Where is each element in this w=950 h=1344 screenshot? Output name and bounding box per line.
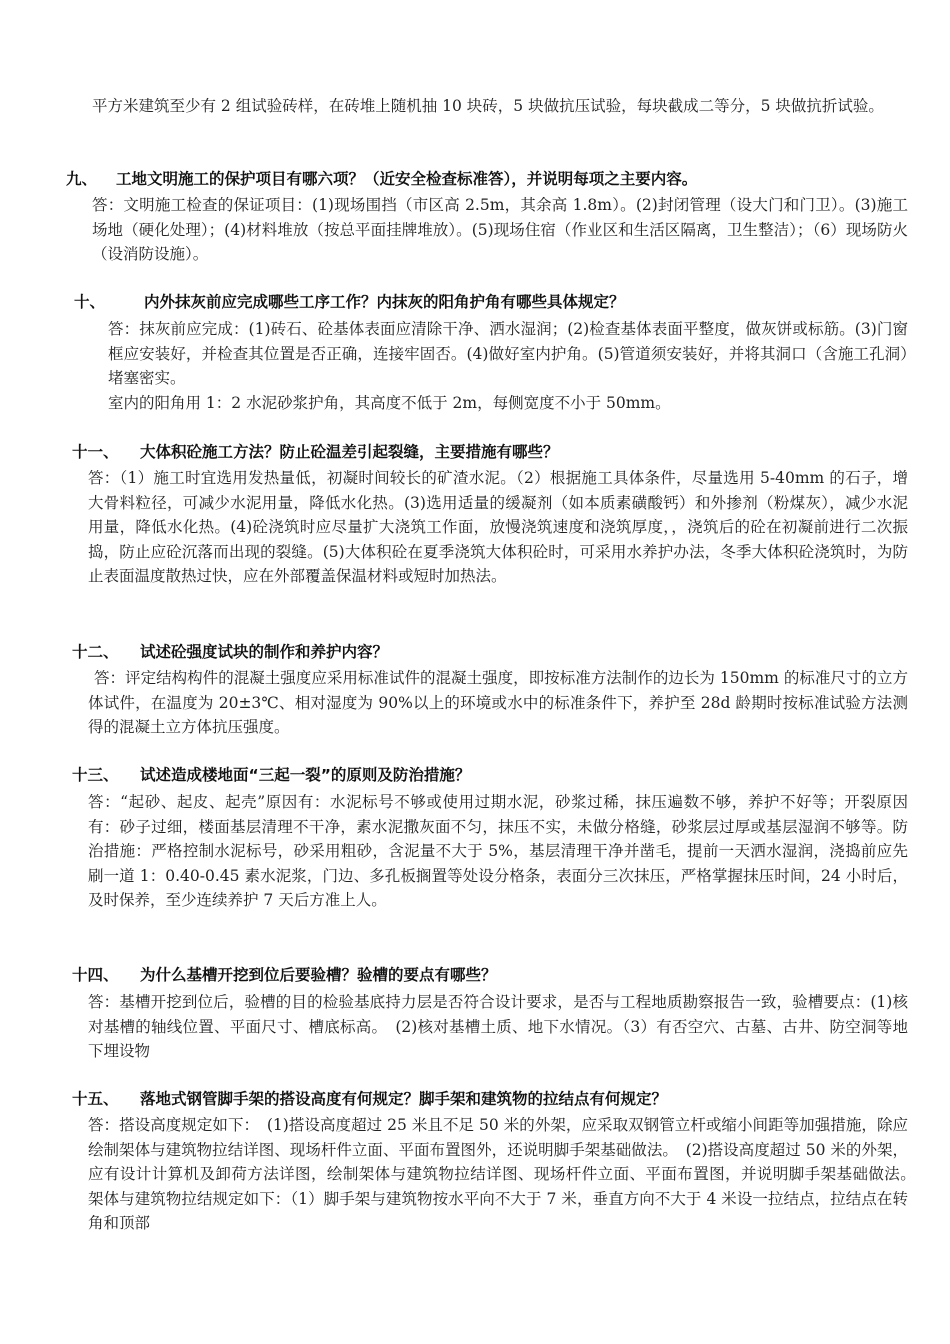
question-14-title: 为什么基槽开挖到位后要验槽？验槽的要点有哪些？ xyxy=(140,966,497,984)
answer-13: 答：“起砂、起皮、起壳”原因有：水泥标号不够或使用过期水泥，砂浆过稀，抹压遍数不够，养护不好等；开裂原因有：砂子过细，楼面基层清理不干净，素水泥撒灰面不匀，抹压不实，未做分格缝，砂浆层过厚或基层湿润不够等。防治措施：严格控制水泥标号，砂采用粗砂，含泥量不大于 5%，基层清理干净并凿毛，提前一天洒水湿润，浇捣前应先刷一道 1：0.40-0.45 素水泥浆，门边、多孔板搁置等处设分格条，表面分三次抹压，严格掌握抹压时间，24 小时后，及时保养，至少连续养护 7 天后方准上人。 xyxy=(88,793,908,909)
answer-10: 答：抹灰前应完成：(1)砖石、砼基体表面应清除干净、洒水湿润；(2)检查基体表面平整度，做灰饼或标筋。(3)门窗框应安装好，并检查其位置是否正确，连接牢固否。(4)做好室内护角。(5)管道须安装好，并将其洞口（含施工孔洞）堵塞密实。 室内的阳角用 1：2 水泥砂浆护角，其高度不低于 2m，每侧宽度不小于 50mm。 xyxy=(108,317,908,415)
question-10-title: 内外抹灰前应完成哪些工序工作？内抹灰的阳角护角有哪些具体规定？ xyxy=(144,293,625,311)
question-11-heading xyxy=(72,440,559,464)
answer-14: 答：基槽开挖到位后，验槽的目的检验基底持力层是否符合设计要求，是否与工程地质勘察报告一致，验槽要点：(1)核对基槽的轴线位置、平面尺寸、槽底标高。 (2)核对基槽土质、地下水情况。（3）有否空穴、古墓、古井、防空洞等地下埋设物 xyxy=(88,993,908,1060)
answer-12: 答：评定结构构件的混凝土强度应采用标准试件的混凝土强度，即按标准方法制作的边长为 150mm 的标准尺寸的立方体试件，在温度为 20±3℃、相对湿度为 90%以上的环境或水中的标准条件下，养护至 28d 龄期时按标准试验方法测得的混凝土立方体抗压强度。 xyxy=(88,669,908,736)
intro-paragraph: 平方米建筑至少有 2 组试验砖样，在砖堆上随机抽 10 块砖，5 块做抗压试验，每块截成二等分，5 块做抗折试验。 xyxy=(92,97,884,115)
question-13-title: 试述造成楼地面“三起一裂”的原则及防治措施？ xyxy=(140,766,471,784)
question-9-title: 工地文明施工的保护项目有哪六项？（近安全检查标准答），并说明每项之主要内容。 xyxy=(116,170,698,188)
question-11-number: 十一、 xyxy=(72,443,119,461)
question-12-heading xyxy=(72,640,388,664)
question-10-heading xyxy=(74,290,625,314)
question-14-number: 十四、 xyxy=(72,966,119,984)
question-12-number: 十二、 xyxy=(72,643,119,661)
question-10-number: 十、 xyxy=(74,293,106,311)
question-11-title: 大体积砼施工方法？防止砼温差引起裂缝，主要措施有哪些？ xyxy=(140,443,559,461)
answer-9: 答：文明施工检查的保证项目：(1)现场围挡（市区高 2.5m，其余高 1.8m）。(2)封闭管理（设大门和门卫）。(3)施工场地（硬化处理）；(4)材料堆放（按总平面挂牌堆放）。(5)现场住宿（作业区和生活区隔离，卫生整洁）；（6）现场防火（设消防设施）。 xyxy=(92,196,908,263)
question-13-number: 十三、 xyxy=(72,766,119,784)
answer-10-part2: 室内的阳角用 1：2 水泥砂浆护角，其高度不低于 2m，每侧宽度不小于 50mm。 xyxy=(108,393,671,412)
question-9-number: 九、 xyxy=(66,170,98,188)
question-15-heading xyxy=(72,1087,667,1111)
question-13-heading xyxy=(72,763,470,787)
question-14-heading xyxy=(72,963,497,987)
question-15-number: 十五、 xyxy=(72,1090,119,1108)
question-9-heading xyxy=(66,167,697,191)
question-12-title: 试述砼强度试块的制作和养护内容？ xyxy=(140,643,389,661)
answer-15: 答：搭设高度规定如下： (1)搭设高度超过 25 米且不足 50 米的外架，应采取双钢管立杆或缩小间距等加强措施，除应绘制架体与建筑物拉结详图、现场杆件立面、平面布置图外，还说明脚手架基础做法。 (2)搭设高度超过 50 米的外架，应有设计计算机及卸荷方法详图，绘制架体与建筑物拉结详图、现场杆件立面、平面布置图，并说明脚手架基础做法。 架体与建筑物拉结规定如下：（1）脚手架与建筑物按水平向不大于 7 米，垂直方向不大于 4 米设一拉结点，拉结点在转角和顶部 xyxy=(88,1116,924,1232)
question-15-title: 落地式钢管脚手架的搭设高度有何规定？脚手架和建筑物的拉结点有何规定？ xyxy=(140,1090,668,1108)
answer-11: 答：（1）施工时宜选用发热量低，初凝时间较长的矿渣水泥。（2）根据施工具体条件，尽量选用 5-40mm 的石子，增大骨料粒径，可减少水泥用量，降低水化热。(3)选用适量的缓凝剂（如本质素磺酸钙）和外掺剂（粉煤灰），减少水泥用量，降低水化热。(4)砼浇筑时应尽量扩大浇筑工作面，放慢浇筑速度和浇筑厚度，，浇筑后的砼在初凝前进行二次振捣，防止应砼沉落而出现的裂缝。(5)大体积砼在夏季浇筑大体积砼时，可采用水养护办法，冬季大体积砼浇筑时，为防止表面温度散热过快，应在外部覆盖保温材料或短时加热法。 xyxy=(88,469,908,585)
